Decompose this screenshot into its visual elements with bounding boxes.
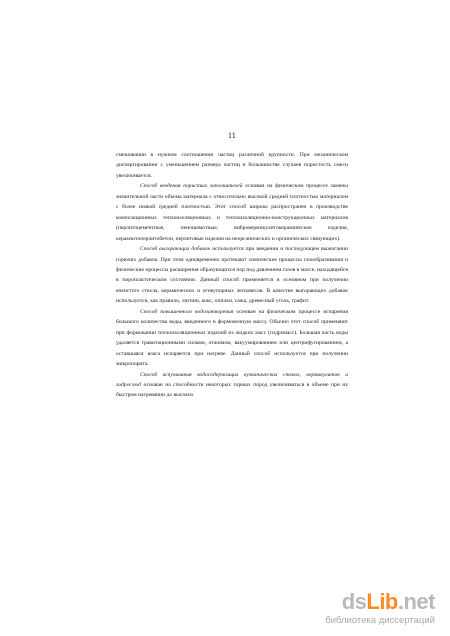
logo-lib: Lib: [366, 589, 398, 614]
paragraph: [116, 181, 348, 244]
watermark-caption: библиотека диссертаций: [325, 615, 435, 626]
dslib-watermark: [319, 590, 435, 630]
paragraph: [116, 150, 348, 181]
paragraph-text: основан на физическом процессе замены значительной части объема материала с относительно высокой средней плотностью материалом с более низкой средней плотностью. Этот способ широко распространен в производстве композиционных теплоизоляционных и теплоизоляционно-конструкционных материалов (перлитоцементные, пеношамотные, вибровермикулитокерамические изделия, керамзитоперлитобетон, перлитовые изделия на неорганических и органических связующих).: [116, 183, 349, 242]
paragraph: [116, 370, 348, 401]
method-term: Способ вспучивания водосодержащих вулканических стекол, вермикулитов и гидрослюд: [116, 371, 348, 388]
method-term: Способ повышенного водозатворения: [140, 308, 234, 315]
page-number: 11: [228, 131, 236, 140]
dslib-logo: [342, 590, 435, 614]
paragraph-text: основан на физическом процессе испарения большого количества воды, введенного в формовочную массу. Обычно этот способ применяют при формовании теплоизоляционных изделий из жидких масс (гидромасс). Большая часть воды удаляется гравитационными силами, отжимом, вакуумированием или центрифугированием, а оставшаяся влага испаряется при нагреве. Данный способ используется при получении микропорита.: [116, 308, 348, 368]
document-body: [116, 150, 348, 401]
paragraph-text: основан на способности некоторых горных пород увеличиваться в объеме при их быстром нагревании до высоких: [116, 381, 348, 399]
paragraph: [116, 307, 348, 370]
logo-net: .net: [397, 589, 435, 614]
paragraph: [116, 244, 348, 307]
logo-ds: ds: [341, 589, 367, 614]
method-term: Способ выгорающих добавок: [140, 246, 211, 253]
paragraph-text: используется при введении и последующем выжигании горючих добавок. При этом одновременно протекают химические процессы газообразования и физические процессы расширения образующихся пор под давлением газов в массе, находящейся в пиропластическом состоянии. Данный способ применяется в основном при получении ячеистого стекла, керамических и огнеупорных легковесов. В качестве выгорающих добавок используется, как правило, лигнин, кокс, опилки, сажа, древесный уголь, графит.: [116, 246, 348, 305]
method-term: Способ введения пористых заполнителей: [140, 183, 243, 190]
paragraph-text: смешивании в нужном соотношении частиц различной крупности. При механическом диспергировании с уменьшением размера частиц в большинстве случаев пористость смеси увеличивается.: [116, 152, 348, 179]
